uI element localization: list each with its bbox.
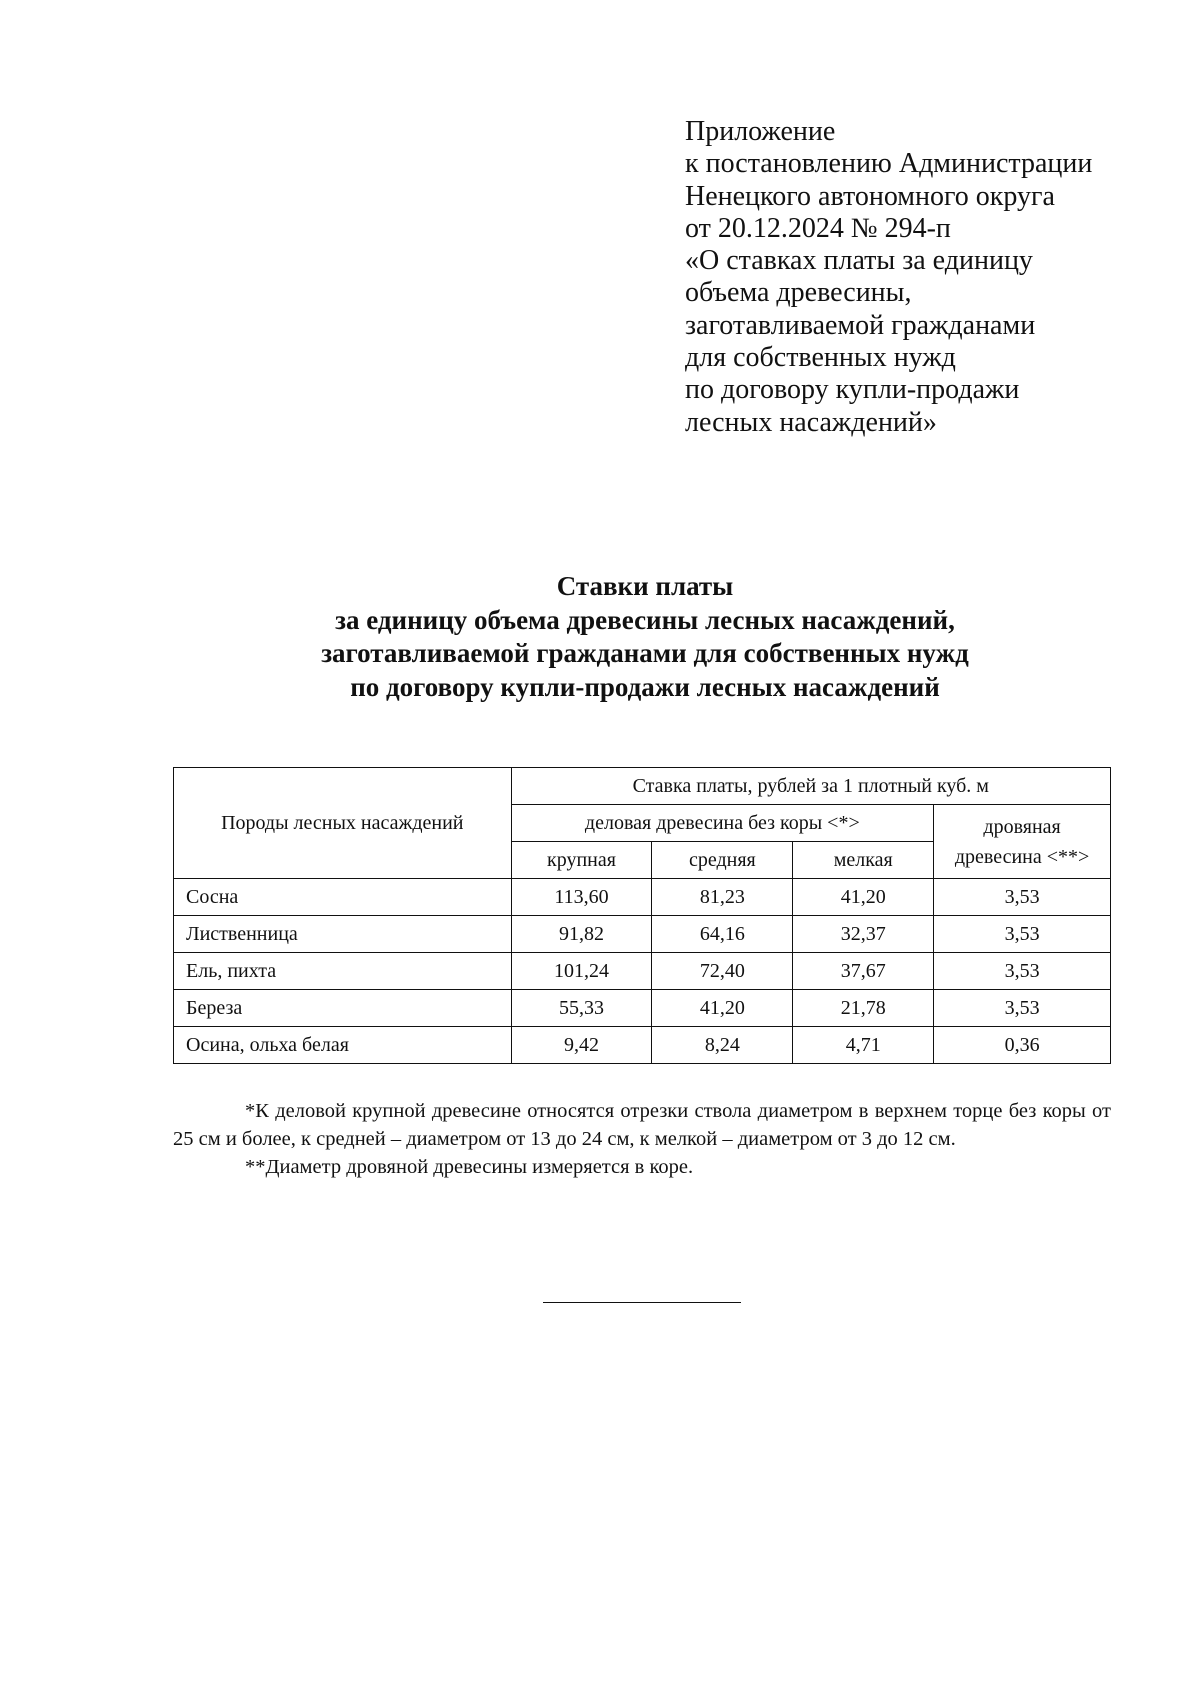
footnotes <box>173 1097 1111 1181</box>
subheader-small: мелкая <box>793 842 934 879</box>
rate-cell: 37,67 <box>793 953 934 990</box>
species-cell: Лиственница <box>174 916 512 953</box>
rate-cell: 8,24 <box>652 1027 793 1064</box>
rate-cell: 3,53 <box>934 916 1111 953</box>
title-line: за единицу объема древесины лесных насаждений, <box>335 604 955 635</box>
rate-cell: 4,71 <box>793 1027 934 1064</box>
rate-cell: 101,24 <box>511 953 652 990</box>
species-cell: Береза <box>174 990 512 1027</box>
rate-cell: 32,37 <box>793 916 934 953</box>
rate-cell: 72,40 <box>652 953 793 990</box>
species-column-header: Породы лесных насаждений <box>174 768 512 879</box>
species-cell: Осина, ольха белая <box>174 1027 512 1064</box>
appendix-line: по договору купли-продажи <box>685 374 1020 406</box>
appendix-line: лесных насаждений» <box>685 406 937 438</box>
appendix-line: объема древесины, <box>685 277 912 309</box>
table-row <box>174 1027 1111 1064</box>
rate-cell: 41,20 <box>793 879 934 916</box>
document-title <box>0 570 1200 704</box>
rate-cell: 64,16 <box>652 916 793 953</box>
rate-cell: 113,60 <box>511 879 652 916</box>
table-row <box>174 953 1111 990</box>
rate-cell: 0,36 <box>934 1027 1111 1064</box>
title-line: Ставки платы <box>556 571 734 601</box>
table-row <box>174 916 1111 953</box>
title-line: по договору купли-продажи лесных насаждений <box>350 671 940 702</box>
appendix-line: заготавливаемой гражданами <box>685 309 1036 341</box>
table-row <box>174 879 1111 916</box>
appendix-line: Ненецкого автономного округа <box>685 180 1055 212</box>
rate-cell: 91,82 <box>511 916 652 953</box>
closing-rule <box>543 1302 741 1303</box>
appendix-line: к постановлению Администрации <box>685 148 1093 180</box>
fuel-wood-header: дровяная древесина <**> <box>934 805 1111 879</box>
table-row <box>174 990 1111 1027</box>
appendix-line: Приложение <box>685 116 836 147</box>
rate-cell: 3,53 <box>934 879 1111 916</box>
subheader-large: крупная <box>511 842 652 879</box>
appendix-line: для собственных нужд <box>685 342 956 374</box>
rate-cell: 9,42 <box>511 1027 652 1064</box>
rate-cell: 3,53 <box>934 953 1111 990</box>
rate-cell: 41,20 <box>652 990 793 1027</box>
appendix-line: «О ставках платы за единицу <box>685 245 1033 277</box>
rate-header: Ставка платы, рублей за 1 плотный куб. м <box>511 768 1110 805</box>
title-line: заготавливаемой гражданами для собственных нужд <box>321 638 969 668</box>
table-header-row <box>174 768 1111 805</box>
rate-cell: 55,33 <box>511 990 652 1027</box>
rate-cell: 81,23 <box>652 879 793 916</box>
appendix-line: от 20.12.2024 № 294-п <box>685 212 951 244</box>
rates-table <box>173 767 1111 1064</box>
footnote-business-wood: *К деловой крупной древесине относятся отрезки ствола диаметром в верхнем торце без коры от 25 см и более, к средней – диаметром от 13 до 24 см, к мелкой – диаметром от 3 до 12 см. <box>173 1100 1111 1150</box>
species-cell: Ель, пихта <box>174 953 512 990</box>
business-wood-header: деловая древесина без коры <*> <box>511 805 934 842</box>
footnote-fuel-wood: **Диаметр дровяной древесины измеряется в коре. <box>245 1156 694 1178</box>
rate-cell: 3,53 <box>934 990 1111 1027</box>
species-cell: Сосна <box>174 879 512 916</box>
rate-cell: 21,78 <box>793 990 934 1027</box>
subheader-medium: средняя <box>652 842 793 879</box>
appendix-block <box>685 116 1092 439</box>
